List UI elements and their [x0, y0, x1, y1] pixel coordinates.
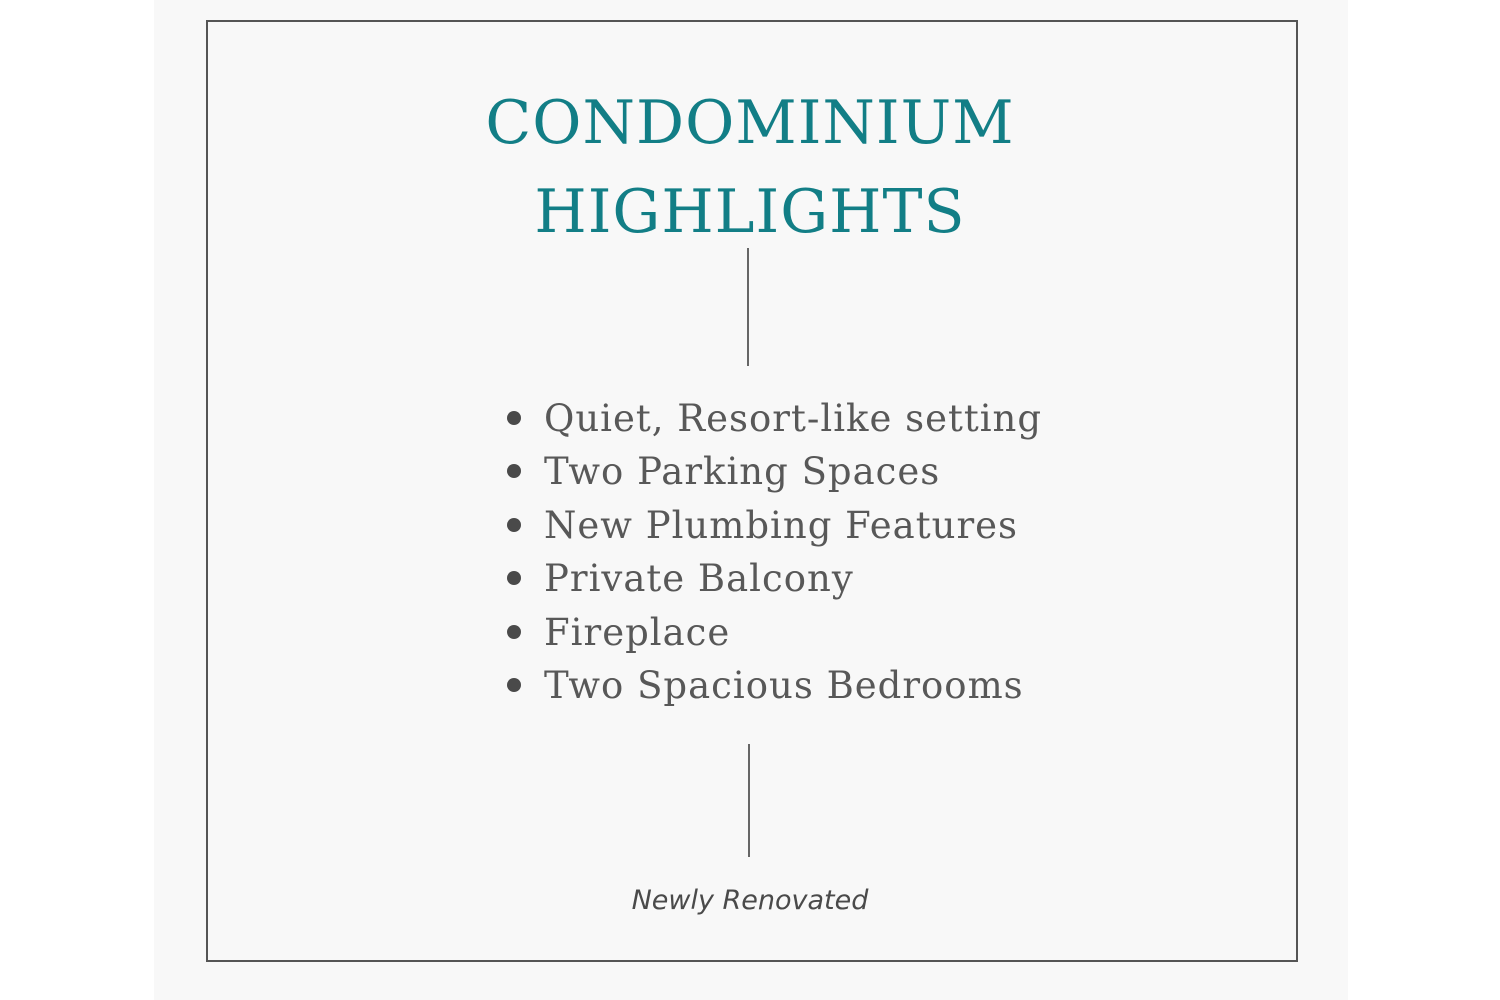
feature-item: [504, 552, 1042, 605]
bullet-icon: [507, 411, 521, 425]
bullet-icon: [507, 678, 521, 692]
feature-item: [504, 499, 1042, 552]
feature-item: [504, 392, 1042, 445]
bottom-divider-line: [748, 744, 750, 857]
title-line-2: HIGHLIGHTS: [534, 177, 966, 247]
feature-item: [504, 659, 1042, 712]
bullet-icon: [507, 571, 521, 585]
feature-label: New Plumbing Features: [544, 503, 1019, 547]
feature-item: [504, 606, 1042, 659]
feature-label: Quiet, Resort-like setting: [544, 397, 1043, 440]
bullet-icon: [507, 464, 521, 478]
title-line-1: CONDOMINIUM: [485, 88, 1015, 158]
feature-label: Private Balcony: [544, 557, 854, 601]
tagline: Newly Renovated: [631, 885, 869, 916]
bullet-icon: [507, 518, 521, 532]
feature-label: Two Spacious Bedrooms: [544, 663, 1024, 707]
bullet-icon: [507, 625, 521, 639]
feature-label: Fireplace: [544, 610, 731, 654]
features-list: [504, 392, 1042, 712]
top-divider-line: [747, 248, 749, 366]
feature-item: [504, 445, 1042, 498]
feature-label: Two Parking Spaces: [544, 450, 941, 494]
